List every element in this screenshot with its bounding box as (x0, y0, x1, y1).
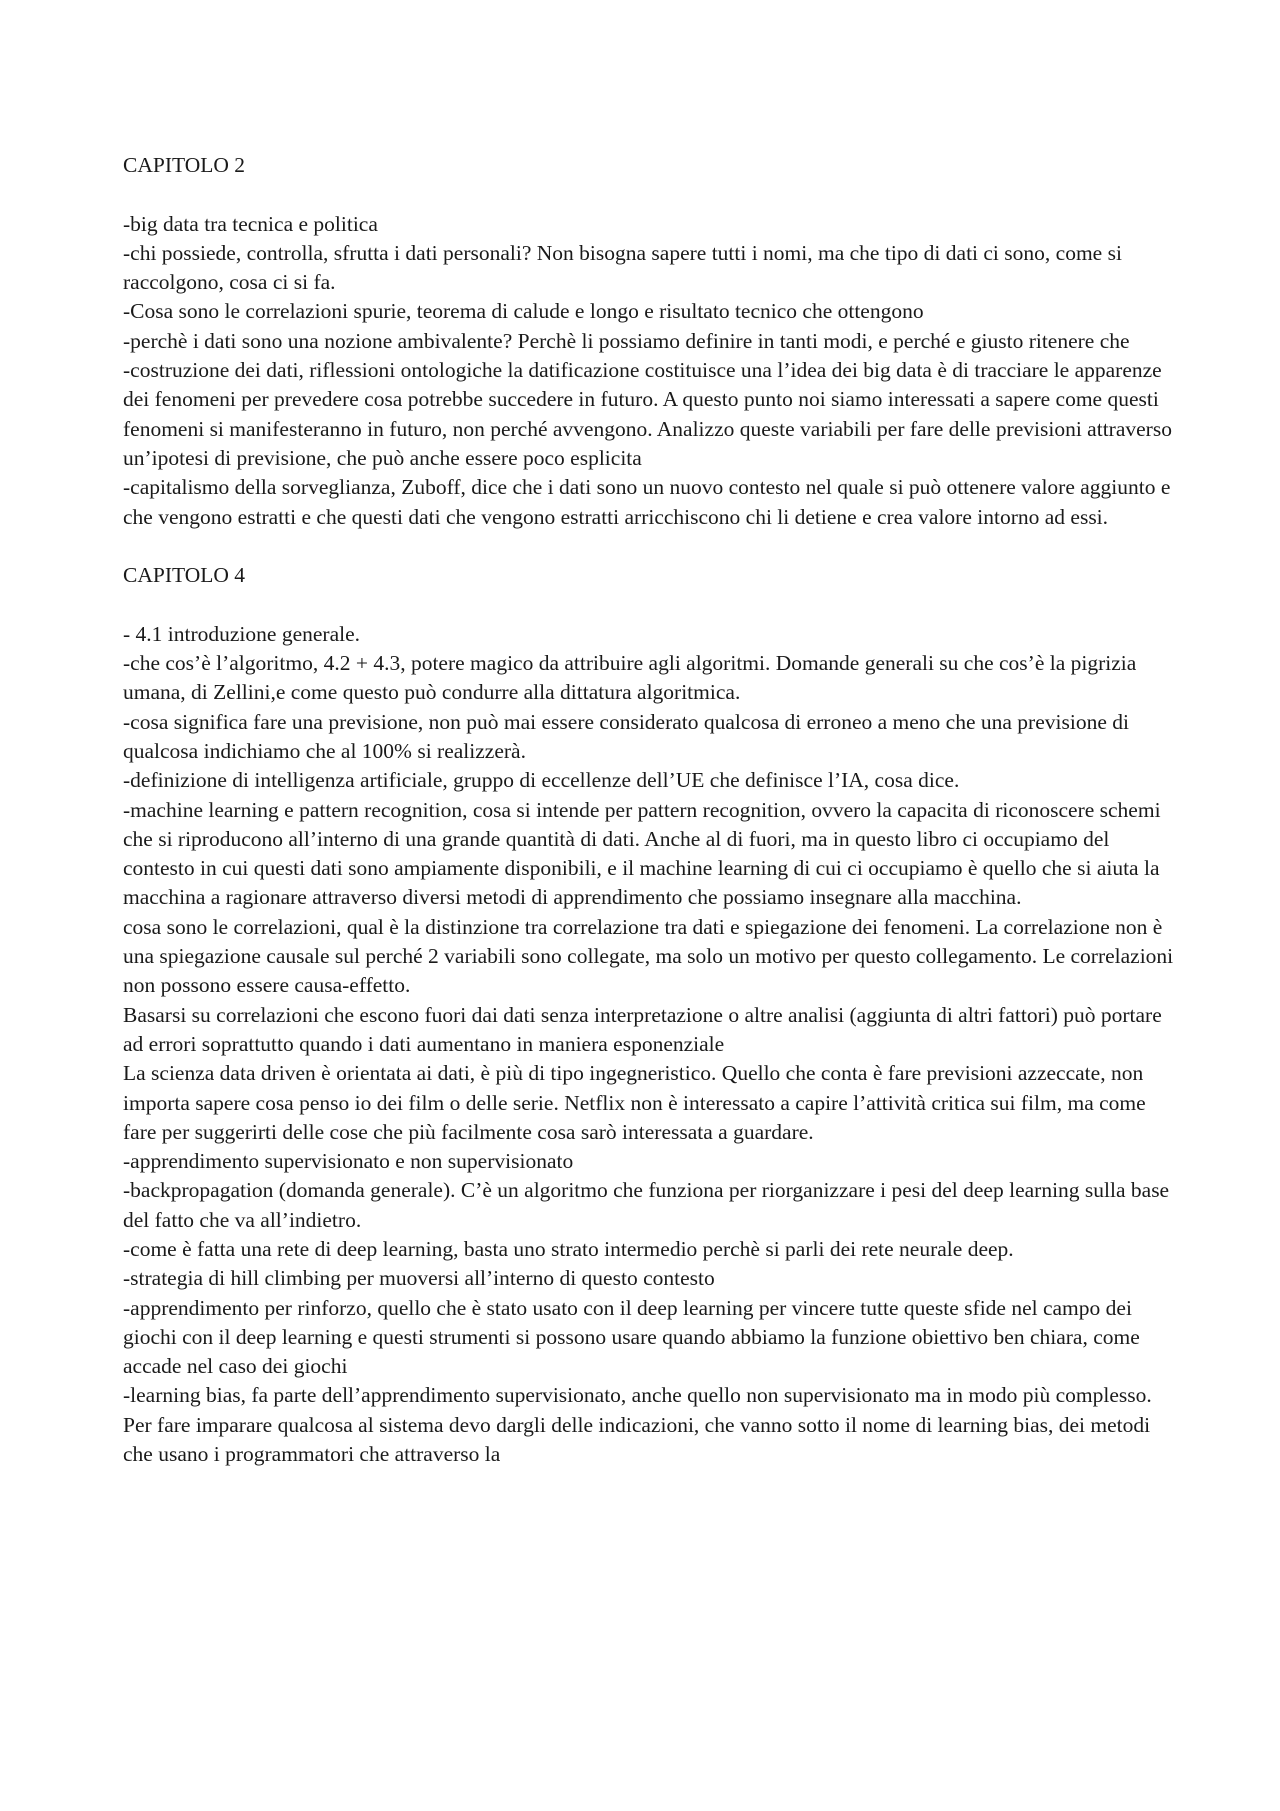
chapter-4-heading: CAPITOLO 4 (123, 563, 246, 588)
chapter-4-line: -come è fatta una rete di deep learning, basta uno strato intermedio perchè si parli dei rete neurale deep. (123, 1236, 1014, 1261)
spacer (123, 590, 1183, 619)
chapter-4-line: - 4.1 introduzione generale. (123, 621, 361, 646)
chapter-4-line: cosa sono le correlazioni, qual è la distinzione tra correlazione tra dati e spiegazione dei fenomeni. La correlazione non è una spiegazione causale sul perché 2 variabili sono collegate, ma solo un motivo per questo collegamento. Le correlazioni non possono essere causa-effetto. (123, 914, 1174, 998)
spacer (123, 180, 1183, 209)
chapter-4-line: -learning bias, fa parte dell’apprendimento supervisionato, anche quello non supervisionato ma in modo più complesso. Per fare imparare qualcosa al sistema devo dargli delle indicazioni, che vanno sotto il nome di learning bias, dei metodi che usano i programmatori che attraverso la (123, 1383, 1152, 1467)
spacer (123, 532, 1183, 561)
chapter-4-line: Basarsi su correlazioni che escono fuori dai dati senza interpretazione o altre analisi (aggiunta di altri fattori) può portare ad errori soprattutto quando i dati aumentano in maniera esponenziale (123, 1002, 1162, 1056)
chapter-4-line: -apprendimento per rinforzo, quello che è stato usato con il deep learning per vincere tutte queste sfide nel campo dei giochi con il deep learning e questi strumenti si possono usare quando abbiamo la funzione obiettivo ben chiara, come accade nel caso dei giochi (123, 1295, 1140, 1379)
chapter-4-line: -che cos’è l’algoritmo, 4.2 + 4.3, potere magico da attribuire agli algoritmi. Domande generali su che cos’è la pigrizia umana, di Zellini,e come questo può condurre alla dittatura algoritmica. (123, 651, 1137, 705)
chapter-4-line: -definizione di intelligenza artificiale, gruppo di eccellenze dell’UE che definisce l’IA, cosa dice. (123, 768, 960, 793)
chapter-2-line: -chi possiede, controlla, sfrutta i dati personali? Non bisogna sapere tutti i nomi, ma che tipo di dati ci sono, come si raccolgono, cosa ci si fa. (123, 240, 1122, 295)
chapter-4-line: -machine learning e pattern recognition, cosa si intende per pattern recognition, ovvero la capacita di riconoscere schemi che si riproducono all’interno di una grande quantità di dati. Anche al di fuori, ma in questo libro ci occupiamo del contesto in cui questi dati sono ampiamente disponibili, e il machine learning di cui ci occupiamo è quello che si aiuta la macchina a ragionare attraverso diversi metodi di apprendimento che possiamo insegnare alla macchina. (123, 797, 1161, 910)
chapter-4-line: -apprendimento supervisionato e non supervisionato (123, 1149, 574, 1174)
chapter-2-line: -perchè i dati sono una nozione ambivalente? Perchè li possiamo definire in tanti modi, e perché e giusto ritenere che (123, 328, 1130, 353)
chapter-2-line: -capitalismo della sorveglianza, Zuboff, dice che i dati sono un nuovo contesto nel quale si può ottenere valore aggiunto e che vengono estratti e che questi dati che vengono estratti arricchiscono chi li detiene e crea valore intorno ad essi. (123, 475, 1171, 529)
chapter-2-line: -costruzione dei dati, riflessioni ontologiche la datificazione costituisce una l’idea dei big data è di tracciare le apparenze dei fenomeni per prevedere cosa potrebbe succedere in futuro. A questo punto noi siamo interessati a sapere come questi fenomeni si manifesteranno in futuro, non perché avvengono. Analizzo queste variabili per fare delle previsioni attraverso un’ipotesi di previsione, che può anche essere poco esplicita (123, 358, 1172, 470)
chapter-2-line: -big data tra tecnica e politica (123, 211, 378, 236)
chapter-4-line: -cosa significa fare una previsione, non può mai essere considerato qualcosa di erroneo a meno che una previsione di qualcosa indichiamo che al 100% si realizzerà. (123, 709, 1129, 763)
chapter-4-line: La scienza data driven è orientata ai dati, è più di tipo ingegneristico. Quello che conta è fare previsioni azzeccate, non importa sapere cosa penso io dei film o delle serie. Netflix non è interessato a capire l’attività critica sui film, ma come fare per suggerirti delle cose che più facilmente cosa sarò interessata a guardare. (123, 1061, 1146, 1144)
chapter-4-line: -backpropagation (domanda generale). C’è un algoritmo che funziona per riorganizzare i pesi del deep learning sulla base del fatto che va all’indietro. (123, 1178, 1170, 1232)
chapter-2-heading: CAPITOLO 2 (123, 153, 246, 177)
chapter-4-line: -strategia di hill climbing per muoversi all’interno di questo contesto (123, 1266, 715, 1291)
document-body (123, 151, 1183, 1469)
chapter-2-line: -Cosa sono le correlazioni spurie, teorema di calude e longo e risultato tecnico che ottengono (123, 299, 924, 324)
